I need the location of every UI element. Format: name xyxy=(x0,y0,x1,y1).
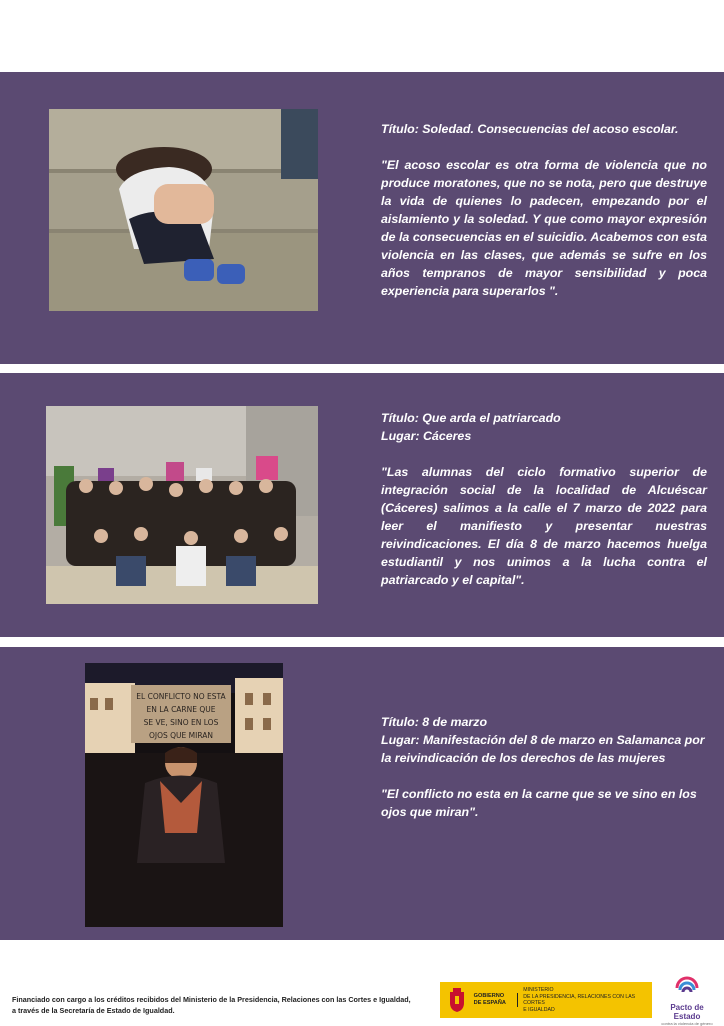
entry-quote-2: "Las alumnas del ciclo formativo superior de integración social de la localidad de Alcuéscar (Cáceres) salimos a la calle el 7 marzo de 2022 para leer el manifiesto y presentar nuestras reivindicaciones. El día 8 de marzo hacemos huelga estudiantil y nos unimos a la lucha contra el patriarcado y el capital". xyxy=(381,465,707,587)
photo-students-group xyxy=(46,406,318,604)
ministry-line-2: DE LA PRESIDENCIA, RELACIONES CON LAS CORTES xyxy=(523,993,636,1006)
entry-quote-1: "El acoso escolar es otra forma de violencia que no produce moratones, que no se nota, pero que destruye la vida de quienes lo padecen, empezando por el aislamiento y la soledad. Y que como mayor expresión de la consecuencias en el suicidio. Acabemos con esta violencia en las clases, que además se sufre en los años tempranos de mayor sensibilidad y poca experiencia para superarlos ". xyxy=(381,158,707,298)
ministry-name xyxy=(518,987,652,1013)
coat-of-arms-icon xyxy=(440,982,474,1018)
gov-name xyxy=(474,993,519,1007)
entry-text-1 xyxy=(381,120,707,300)
entry-text-3 xyxy=(381,713,707,821)
svg-text:SE VE, SINO EN LOS: SE VE, SINO EN LOS xyxy=(143,718,219,727)
pact-rings-icon xyxy=(671,972,703,998)
entry-place-2: Lugar: Cáceres xyxy=(381,429,472,443)
photo-woman-with-sign xyxy=(85,663,283,927)
funding-notice xyxy=(12,994,432,1016)
entry-text-2 xyxy=(381,409,707,589)
entry-title-3: Título: 8 de marzo xyxy=(381,715,488,729)
pacto-de-estado-logo xyxy=(656,972,718,1026)
gov-name-line-1: GOBIERNO xyxy=(473,993,505,999)
gov-name-line-2: DE ESPAÑA xyxy=(473,1000,506,1006)
funding-line-1: Financiado con cargo a los créditos recibidos del Ministerio de la Presidencia, Relaciones con las Cortes e Igualdad, xyxy=(12,995,411,1004)
entry-title-1: Título: Soledad. Consecuencias del acoso escolar. xyxy=(381,122,679,136)
entry-band-2 xyxy=(0,373,724,637)
ministry-line-1: MINISTERIO xyxy=(523,987,554,993)
entry-band-1 xyxy=(0,72,724,364)
svg-text:EL CONFLICTO NO ESTA: EL CONFLICTO NO ESTA xyxy=(136,692,226,701)
svg-text:OJOS QUE MIRAN: OJOS QUE MIRAN xyxy=(148,731,214,740)
entry-band-3 xyxy=(0,647,724,940)
svg-text:EN LA CARNE QUE: EN LA CARNE QUE xyxy=(146,705,216,714)
entry-place-3: Lugar: Manifestación del 8 de marzo en Salamanca por la reivindicación de los derechos de las mujeres xyxy=(381,733,705,765)
funding-line-2: a través de la Secretaría de Estado de Igualdad. xyxy=(12,1006,175,1015)
ministry-line-3: E IGUALDAD xyxy=(523,1006,555,1013)
pact-subtitle: contra la violencia de género xyxy=(661,1021,713,1026)
entry-quote-3: "El conflicto no esta en la carne que se ve sino en los ojos que miran". xyxy=(381,787,697,819)
pact-title: Pacto de Estado xyxy=(670,1003,704,1021)
entry-title-2: Título: Que arda el patriarcado xyxy=(381,411,561,425)
photo-girl-sitting-on-steps xyxy=(49,109,318,311)
gobierno-espana-logo xyxy=(440,982,652,1018)
